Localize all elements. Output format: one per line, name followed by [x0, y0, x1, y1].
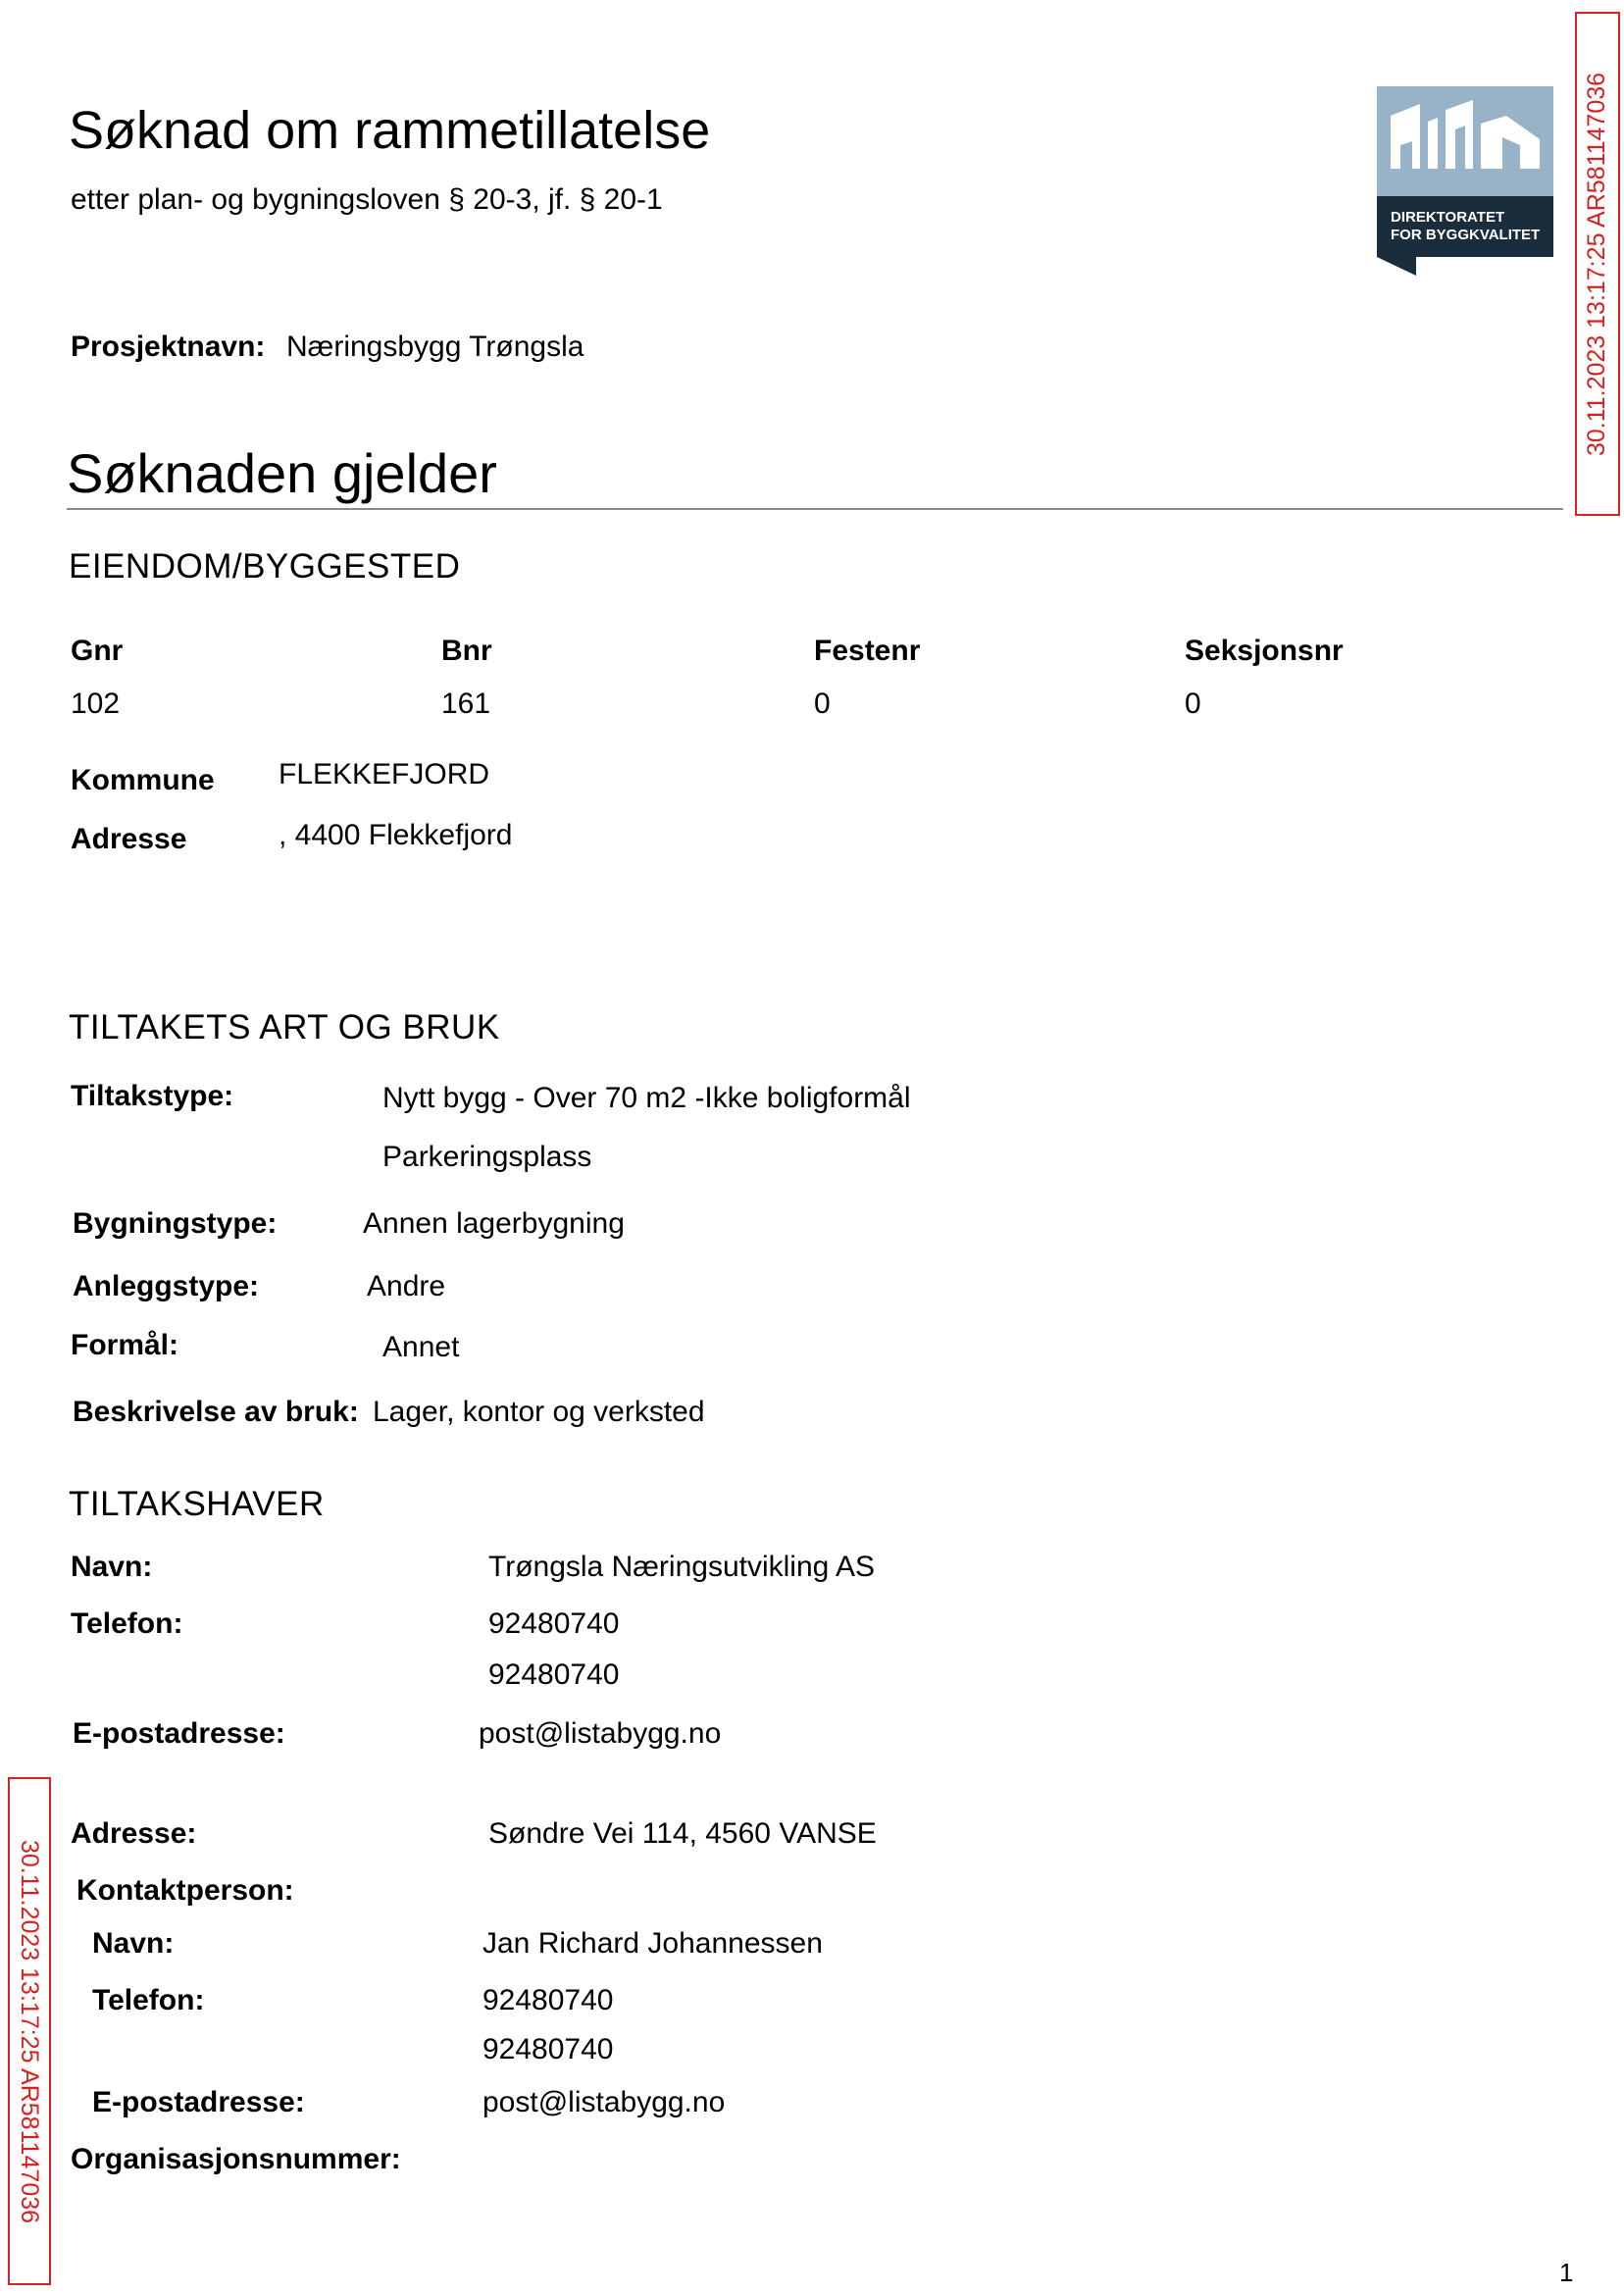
- tiltakstype-value-2: Parkeringsplass: [382, 1141, 592, 1173]
- tiltakshaver-adresse-value: Søndre Vei 114, 4560 VANSE: [488, 1817, 877, 1850]
- kontakt-epost-value: post@listabygg.no: [482, 2086, 726, 2118]
- kommune-value: FLEKKEFJORD: [279, 758, 490, 790]
- beskrivelse-label: Beskrivelse av bruk:: [73, 1396, 359, 1428]
- anleggstype-value: Andre: [367, 1270, 446, 1302]
- project-label: Prosjektnavn:: [71, 331, 266, 363]
- formal-label: Formål:: [71, 1329, 179, 1361]
- kommune-label: Kommune: [71, 764, 215, 796]
- kontakt-navn-label: Navn:: [92, 1927, 175, 1960]
- tiltakshaver-epost-label: E-postadresse:: [73, 1717, 285, 1750]
- tiltakshaver-adresse-label: Adresse:: [71, 1817, 197, 1850]
- bnr-label: Bnr: [441, 635, 492, 667]
- section-divider: [67, 508, 1563, 510]
- document-subtitle: etter plan- og bygningsloven § 20-3, jf. § 20-1: [71, 183, 663, 216]
- date-stamp-top: 30.11.2023 13:17:25 AR581147036: [1575, 12, 1620, 516]
- tiltakshaver-navn-label: Navn:: [71, 1551, 153, 1583]
- page-number: 1: [1559, 2258, 1574, 2287]
- section-title: Søknaden gjelder: [67, 442, 497, 504]
- project-value: Næringsbygg Trøngsla: [286, 331, 584, 363]
- adresse-value: , 4400 Flekkefjord: [279, 819, 513, 851]
- gnr-value: 102: [71, 688, 121, 720]
- kontakt-telefon-label: Telefon:: [92, 1984, 205, 2016]
- kontakt-epost-label: E-postadresse:: [92, 2086, 305, 2118]
- tiltakshaver-telefon-value-2: 92480740: [488, 1658, 620, 1691]
- gnr-label: Gnr: [71, 635, 124, 667]
- bygningstype-value: Annen lagerbygning: [363, 1207, 625, 1240]
- kontaktperson-label: Kontaktperson:: [76, 1874, 294, 1907]
- logo-text-line1: DIREKTORATET: [1391, 209, 1505, 226]
- date-stamp-bottom: 30.11.2023 13:17:25 AR581147036: [8, 1777, 51, 2285]
- tiltakshaver-epost-value: post@listabygg.no: [479, 1717, 722, 1750]
- kontakt-telefon-value-2: 92480740: [482, 2033, 614, 2065]
- dibk-logo: [1377, 86, 1553, 276]
- beskrivelse-value: Lager, kontor og verksted: [373, 1396, 705, 1428]
- bnr-value: 161: [441, 688, 491, 720]
- tiltakshaver-telefon-label: Telefon:: [71, 1607, 183, 1640]
- logo-text-line2: FOR BYGGKVALITET: [1391, 227, 1541, 243]
- anleggstype-label: Anleggstype:: [73, 1270, 260, 1302]
- document-title: Søknad om rammetillatelse: [69, 101, 711, 160]
- kontakt-navn-value: Jan Richard Johannessen: [482, 1927, 823, 1960]
- kontakt-telefon-value-1: 92480740: [482, 1984, 614, 2016]
- seksjonsnr-label: Seksjonsnr: [1185, 635, 1344, 667]
- festenr-value: 0: [814, 688, 831, 720]
- formal-value: Annet: [382, 1331, 460, 1363]
- tiltakshaver-telefon-value-1: 92480740: [488, 1607, 620, 1640]
- tiltakstype-label: Tiltakstype:: [71, 1080, 234, 1112]
- tiltakshaver-navn-value: Trøngsla Næringsutvikling AS: [488, 1551, 876, 1583]
- tiltakstype-value-1: Nytt bygg - Over 70 m2 -Ikke boligformål: [382, 1082, 911, 1114]
- bygningstype-label: Bygningstype:: [73, 1207, 278, 1240]
- property-heading: EIENDOM/BYGGESTED: [69, 547, 461, 586]
- tiltakshaver-heading: TILTAKSHAVER: [69, 1485, 325, 1523]
- tiltak-heading: TILTAKETS ART OG BRUK: [69, 1008, 500, 1046]
- seksjonsnr-value: 0: [1185, 688, 1201, 720]
- orgnr-label: Organisasjonsnummer:: [71, 2143, 401, 2175]
- adresse-label: Adresse: [71, 823, 187, 855]
- festenr-label: Festenr: [814, 635, 921, 667]
